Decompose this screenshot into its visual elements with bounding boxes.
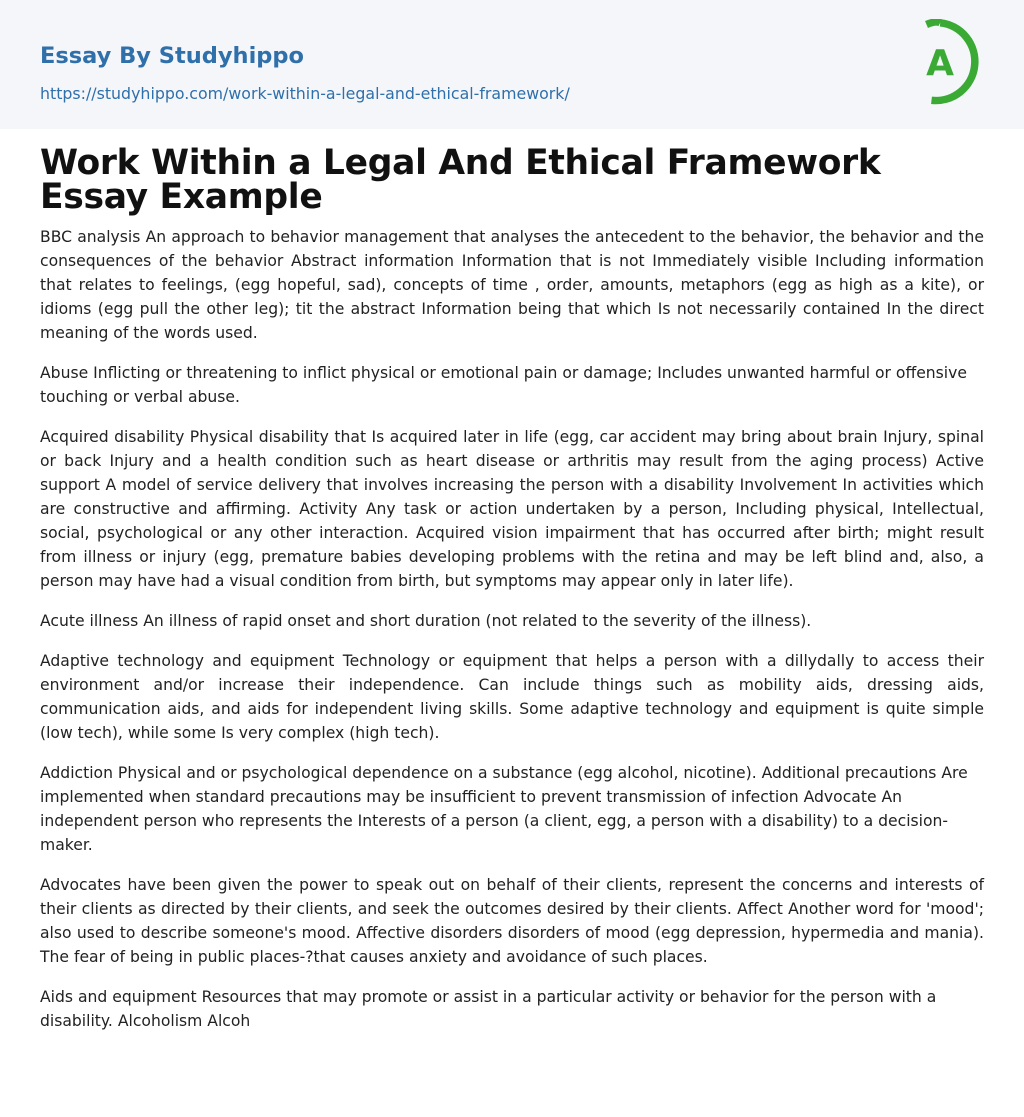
site-header xyxy=(0,0,1024,129)
article-paragraph: Aids and equipment Resources that may promote or assist in a particular activity or behavior for the person with a disability. Alcoholism Alcoh xyxy=(40,988,937,1030)
article-paragraph: Acute illness An illness of rapid onset and short duration (not related to the severity of the illness). xyxy=(40,612,812,630)
logo-letter: A xyxy=(926,43,954,84)
page-title: Work Within a Legal And Ethical Framework Essay Example xyxy=(40,143,881,217)
site-brand[interactable]: Essay By Studyhippo xyxy=(40,43,304,69)
studyhippo-logo-icon[interactable] xyxy=(912,19,986,105)
article-paragraph: Advocates have been given the power to speak out on behalf of their clients, represent the concerns and interests of their clients as directed by their clients, and seek the outcomes desired by their clients. Affect Another word for 'mood'; also used to describe someone's mood. Affective disorders disorders of mood (egg depression, hypermedia and mania). The fear of being in public places-?that causes anxiety and avoidance of such places. xyxy=(40,876,984,966)
article-paragraph: Acquired disability Physical disability that Is acquired later in life (egg, car accident may bring about brain Injury, spinal or back Injury and a health condition such as heart disease or arthritis may result from the aging process) Active support A model of service delivery that involves increasing the person with a disability Involvement In activities which are constructive and affirming. Activity Any task or action undertaken by a person, Including physical, Intellectual, social, psychological or any other interaction. Acquired vision impairment that has occurred after birth; might result from illness or injury (egg, premature babies developing problems with the retina and may be left blind and, also, a person may have had a visual condition from birth, but symptoms may appear only in later life). xyxy=(40,428,984,590)
article-paragraph: Adaptive technology and equipment Technology or equipment that helps a person with a dillydally to access their environment and/or increase their independence. Can include things such as mobility aids, dressing aids, communication aids, and aids for independent living skills. Some adaptive technology and equipment is quite simple (low tech), while some Is very complex (high tech). xyxy=(40,652,984,742)
article-body xyxy=(40,225,984,1033)
article xyxy=(40,143,984,1049)
article-paragraph: BBC analysis An approach to behavior management that analyses the antecedent to the behavior, the behavior and the consequences of the behavior Abstract information Information that is not Immediately visible Including information that relates to feelings, (egg hopeful, sad), concepts of time , order, amounts, metaphors (egg as high as a kite), or idioms (egg pull the other leg); tit the abstract Information being that which Is not necessarily contained In the direct meaning of the words used. xyxy=(40,228,984,342)
article-paragraph: Addiction Physical and or psychological dependence on a substance (egg alcohol, nicotine). Additional precautions Are implemented when standard precautions may be insufficient to prevent transmission of infection Advocate An independent person who represents the Interests of a person (a client, egg, a person with a disability) to a decision-maker. xyxy=(40,764,968,854)
article-paragraph: Abuse Inflicting or threatening to inflict physical or emotional pain or damage; Includes unwanted harmful or offensive touching or verbal abuse. xyxy=(40,364,967,406)
page-url-link[interactable]: https://studyhippo.com/work-within-a-legal-and-ethical-framework/ xyxy=(40,84,570,103)
